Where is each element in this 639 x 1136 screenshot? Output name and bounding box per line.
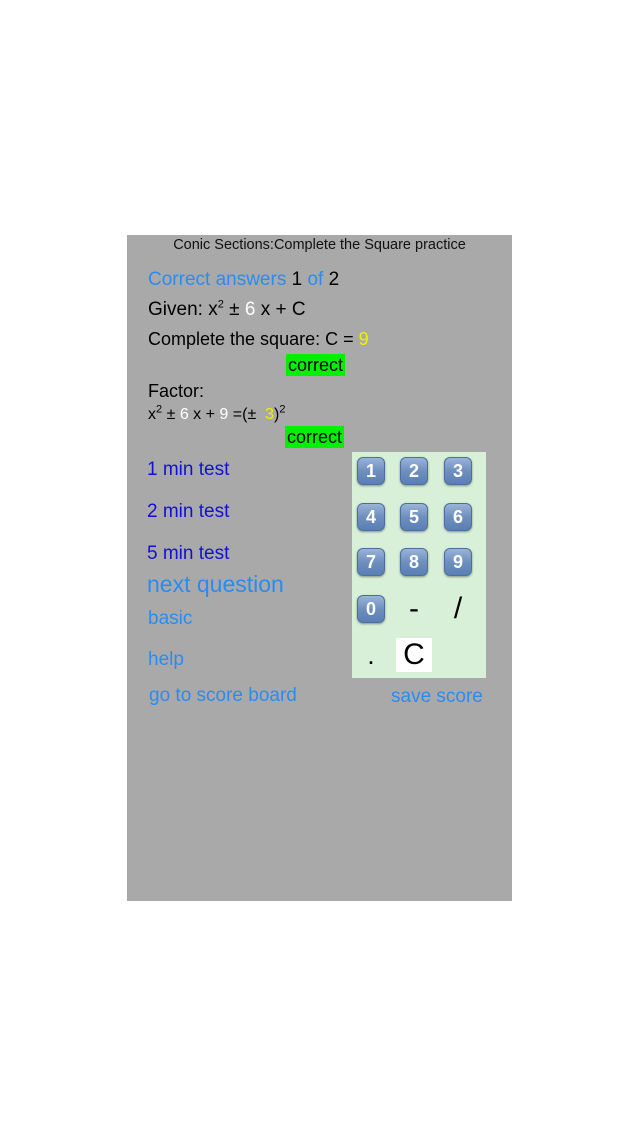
key-5[interactable]: 5 [400,503,428,531]
factor-label: Factor: [148,381,205,401]
practice-panel [127,235,512,901]
help-button[interactable]: help [148,649,184,670]
key-slash[interactable]: / [453,592,463,625]
key-4[interactable]: 4 [357,503,385,531]
given-line [148,299,306,321]
key-0[interactable]: 0 [357,595,385,623]
given-prefix: Given: x [148,299,218,320]
score-total: 2 [328,269,340,290]
factor-close: ) [274,406,280,423]
factor-root: 3 [265,406,275,423]
key-3[interactable]: 3 [444,457,472,485]
score-correct: 1 [291,269,303,290]
factor-constant: 9 [219,406,229,423]
page-title: Conic Sections:Complete the Square practice [173,237,466,253]
five-min-test-button[interactable]: 5 min test [147,543,230,564]
complete-status-badge: correct [288,355,344,375]
score-board-button[interactable]: go to score board [149,685,297,706]
factor-eq: =(± [232,406,257,423]
factor-exponent: 2 [156,403,163,416]
two-min-test-button[interactable]: 2 min test [147,501,230,522]
factor-status-badge: correct [287,427,343,447]
key-7[interactable]: 7 [357,548,385,576]
next-question-button[interactable]: next question [147,571,284,597]
key-2[interactable]: 2 [400,457,428,485]
complete-label: Complete the square: C = [148,329,354,349]
complete-value: 9 [358,329,369,349]
given-pm: ± [223,299,240,320]
given-exponent: 2 [217,298,224,311]
factor-line [148,403,286,424]
number-keypad [352,452,486,678]
one-min-test-button[interactable]: 1 min test [147,459,230,480]
factor-mid: x + [193,406,215,423]
key-dot[interactable]: . [367,640,375,670]
score-line [148,269,339,291]
key-clear[interactable]: C [396,638,432,672]
score-of: of [307,269,324,290]
factor-x: x [148,406,156,423]
key-6[interactable]: 6 [444,503,472,531]
given-coefficient: 6 [244,299,256,320]
save-score-button[interactable]: save score [391,686,483,707]
key-8[interactable]: 8 [400,548,428,576]
basic-button[interactable]: basic [148,608,193,629]
key-1[interactable]: 1 [357,457,385,485]
given-suffix: x + C [260,299,306,320]
complete-line [148,329,369,350]
key-9[interactable]: 9 [444,548,472,576]
factor-coefficient: 6 [179,406,189,423]
score-label: Correct answers [148,269,287,290]
factor-pm: ± [166,406,176,423]
key-minus[interactable]: - [409,592,419,625]
factor-close-exponent: 2 [279,403,286,416]
